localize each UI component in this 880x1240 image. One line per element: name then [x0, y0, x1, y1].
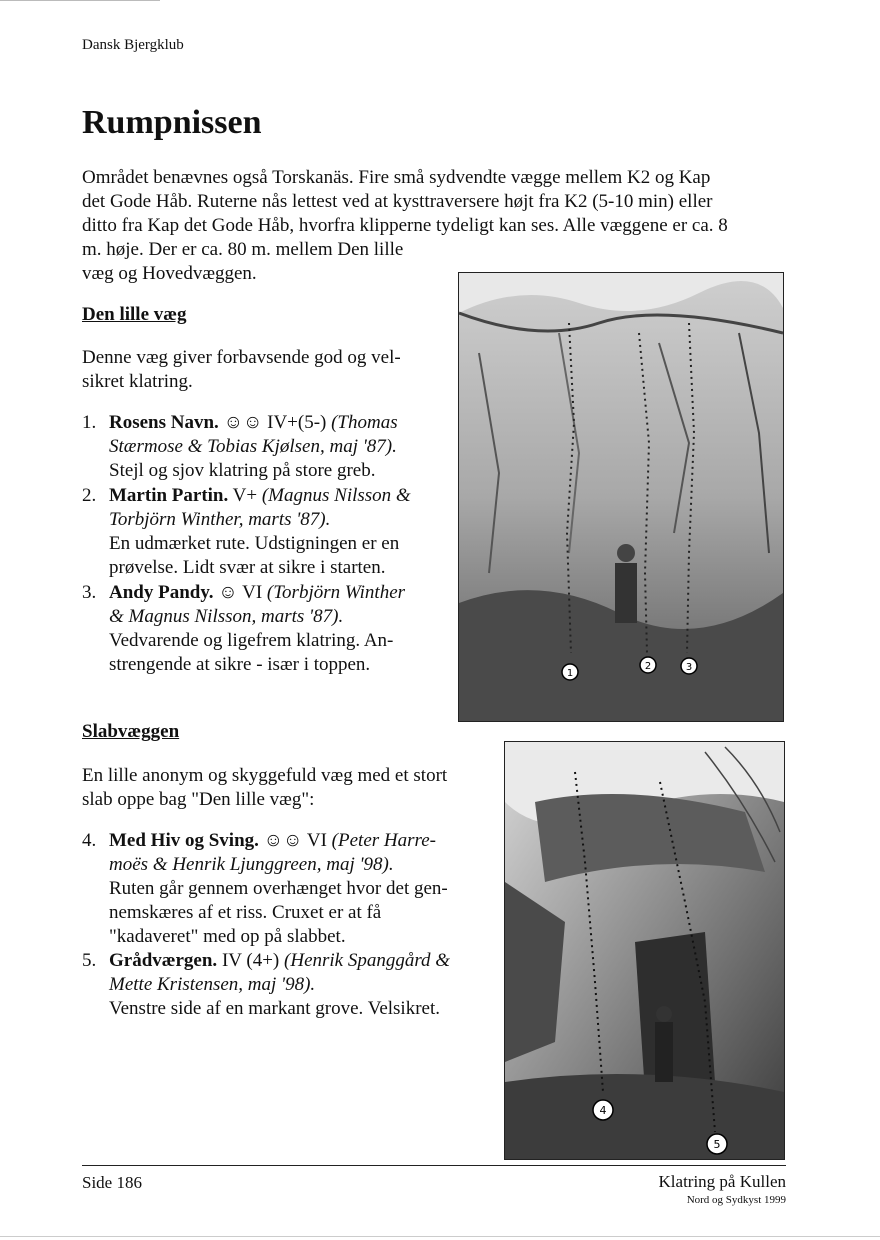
section-description	[82, 764, 492, 812]
svg-text:4: 4	[599, 1104, 607, 1117]
page-number: Side 186	[82, 1173, 142, 1192]
crag-photo-slabvaeggen	[504, 741, 785, 1160]
route-grade: ☺☺ VI	[258, 830, 332, 851]
first-ascent: (Torbjörn Winther	[266, 582, 406, 603]
route-description: nemskæres af et riss. Cruxet er at få	[109, 902, 382, 923]
svg-text:3: 3	[685, 662, 693, 673]
route-number: 2.	[82, 485, 97, 506]
intro-line: Området benævnes også Torskanäs. Fire små sydvendte vægge mellem K2 og Kap	[82, 167, 711, 188]
svg-text:5: 5	[713, 1138, 721, 1151]
first-ascent: (Peter Harre-	[331, 830, 436, 851]
desc-line: sikret klatring.	[82, 371, 193, 392]
route-name: Martin Partin.	[109, 485, 229, 506]
route-marker-5	[707, 1134, 727, 1154]
route-description: Vedvarende og ligefrem klatring. An-	[109, 630, 394, 651]
first-ascent: (Magnus Nilsson &	[261, 485, 411, 506]
crag-photo-den-lille-vaeg	[458, 272, 784, 722]
intro-line: væg og Hovedvæggen.	[82, 263, 257, 284]
route-grade: V+	[228, 485, 262, 506]
route-grade: ☺ VI	[213, 582, 267, 603]
route-number: 3.	[82, 582, 97, 603]
svg-text:1: 1	[566, 668, 574, 679]
route-grade: IV (4+)	[217, 950, 285, 971]
route-grade: ☺☺ IV+(5-)	[218, 412, 332, 433]
intro-line: ditto fra Kap det Gode Håb, hvorfra klipperne tydeligt kan ses. Alle væggene er ca. 8	[82, 215, 728, 236]
svg-text:2: 2	[644, 661, 652, 672]
intro-line: m. høje. Der er ca. 80 m. mellem Den lille	[82, 239, 404, 260]
first-ascent: (Henrik Spanggård &	[284, 950, 451, 971]
section-heading-den-lille-vaeg: Den lille væg	[82, 304, 187, 325]
first-ascent: & Magnus Nilsson, marts '87).	[109, 606, 344, 627]
route-marker-3	[681, 658, 697, 674]
first-ascent: (Thomas	[331, 412, 398, 433]
first-ascent: Stærmose & Tobias Kjølsen, maj '87).	[109, 436, 397, 457]
section-heading-slabvaeggen: Slabvæggen	[82, 721, 180, 742]
route-marker-2	[640, 657, 656, 673]
route-description: Stejl og sjov klatring på store greb.	[109, 460, 376, 481]
desc-line: En lille anonym og skyggefuld væg med et stort	[82, 765, 448, 786]
top-rule	[0, 0, 160, 1]
footer-rule	[82, 1165, 786, 1166]
intro-paragraph	[82, 166, 792, 286]
route-description: En udmærket rute. Udstigningen er en	[109, 533, 400, 554]
route-description: Venstre side af en markant grove. Velsikret.	[109, 998, 440, 1019]
desc-line: slab oppe bag "Den lille væg":	[82, 789, 315, 810]
route-name: Grådværgen.	[109, 950, 218, 971]
route-marker-4	[593, 1100, 613, 1120]
route-number: 4.	[82, 830, 97, 851]
route-marker-1	[562, 664, 578, 680]
first-ascent: moës & Henrik Ljunggreen, maj '98).	[109, 854, 394, 875]
route-description: strengende at sikre - især i toppen.	[109, 654, 371, 675]
section-description	[82, 346, 442, 394]
route-name: Med Hiv og Sving.	[109, 830, 259, 851]
route-name: Andy Pandy.	[109, 582, 214, 603]
route-number: 5.	[82, 950, 97, 971]
bottom-rule	[0, 1236, 880, 1237]
route-number: 1.	[82, 412, 97, 433]
running-header: Dansk Bjergklub	[82, 37, 184, 53]
intro-line: det Gode Håb. Ruterne nås lettest ved at kysttraversere højt fra K2 (5-10 min) eller	[82, 191, 713, 212]
first-ascent: Torbjörn Winther, marts '87).	[109, 509, 331, 530]
book-subtitle: Nord og Sydkyst 1999	[686, 1194, 786, 1206]
desc-line: Denne væg giver forbavsende god og vel-	[82, 347, 401, 368]
book-title: Klatring på Kullen	[658, 1172, 786, 1191]
first-ascent: Mette Kristensen, maj '98).	[109, 974, 316, 995]
route-description: prøvelse. Lidt svær at sikre i starten.	[109, 557, 386, 578]
rock-wall-illustration	[459, 273, 783, 721]
slab-wall-illustration	[505, 742, 784, 1159]
route-description: Ruten går gennem overhænget hvor det gen-	[109, 878, 448, 899]
route-description: "kadaveret" med op på slabbet.	[109, 926, 346, 947]
route-name: Rosens Navn.	[109, 412, 219, 433]
page-title: Rumpnissen	[82, 104, 262, 141]
